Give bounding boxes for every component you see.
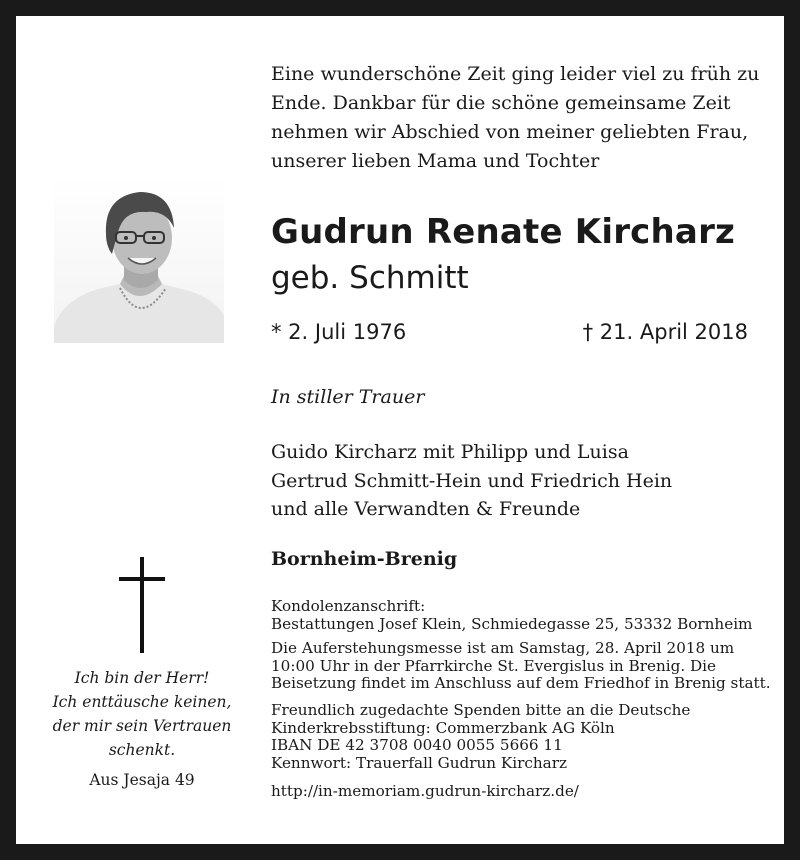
death-date: † 21. April 2018 (582, 320, 748, 344)
service-line: Beisetzung findet im Anschluss auf dem Friedhof in Brenig statt. (271, 674, 771, 692)
intro-line: nehmen wir Abschied von meiner geliebten Frau, (271, 121, 749, 143)
condolence-address (271, 598, 771, 633)
bible-quote (44, 666, 240, 762)
family-line: und alle Verwandten & Freunde (271, 498, 581, 520)
portrait-photo (54, 176, 224, 343)
condolence-line: Bestattungen Josef Klein, Schmiedegasse 25, 53332 Bornheim (271, 614, 753, 633)
place-name: Bornheim-Brenig (271, 548, 458, 570)
service-info (271, 640, 771, 693)
quote-line: schenkt. (108, 741, 176, 759)
donation-line: IBAN DE 42 3708 0040 0055 5666 11 (271, 736, 563, 754)
mourning-label: In stiller Trauer (271, 386, 425, 408)
family-list (271, 438, 672, 524)
deceased-name: Gudrun Renate Kircharz (271, 212, 736, 252)
intro-line: Ende. Dankbar für die schöne gemeinsame Zeit (271, 92, 731, 114)
service-line: 10:00 Uhr in der Pfarrkirche St. Evergislus in Brenig. Die (271, 656, 716, 675)
condolence-line: Kondolenzanschrift: (271, 597, 426, 615)
website-link[interactable]: http://in-memoriam.gudrun-kircharz.de/ (271, 782, 579, 800)
quote-line: Ich bin der Herr! (74, 669, 210, 687)
quote-line: der mir sein Vertrauen (52, 717, 232, 735)
service-line: Die Auferstehungsmesse ist am Samstag, 28. April 2018 um (271, 639, 735, 657)
birth-name: geb. Schmitt (271, 260, 469, 296)
family-line: Gertrud Schmitt-Hein und Friedrich Hein (271, 469, 673, 492)
intro-line: unserer lieben Mama und Tochter (271, 150, 600, 172)
family-line: Guido Kircharz mit Philipp und Luisa (271, 441, 629, 463)
donation-line: Kinderkrebsstiftung: Commerzbank AG Köln (271, 718, 615, 737)
intro-line: Eine wunderschöne Zeit ging leider viel zu früh zu (271, 63, 760, 85)
intro-text (271, 60, 771, 176)
quote-source: Aus Jesaja 49 (89, 771, 195, 789)
donation-info (271, 702, 771, 772)
obituary-card (16, 16, 784, 844)
quote-line: Ich enttäusche keinen, (52, 693, 232, 711)
donation-line: Freundlich zugedachte Spenden bitte an die Deutsche (271, 701, 691, 719)
cross-icon (119, 557, 165, 653)
birth-date: * 2. Juli 1976 (271, 320, 407, 344)
donation-line: Kennwort: Trauerfall Gudrun Kircharz (271, 753, 567, 772)
